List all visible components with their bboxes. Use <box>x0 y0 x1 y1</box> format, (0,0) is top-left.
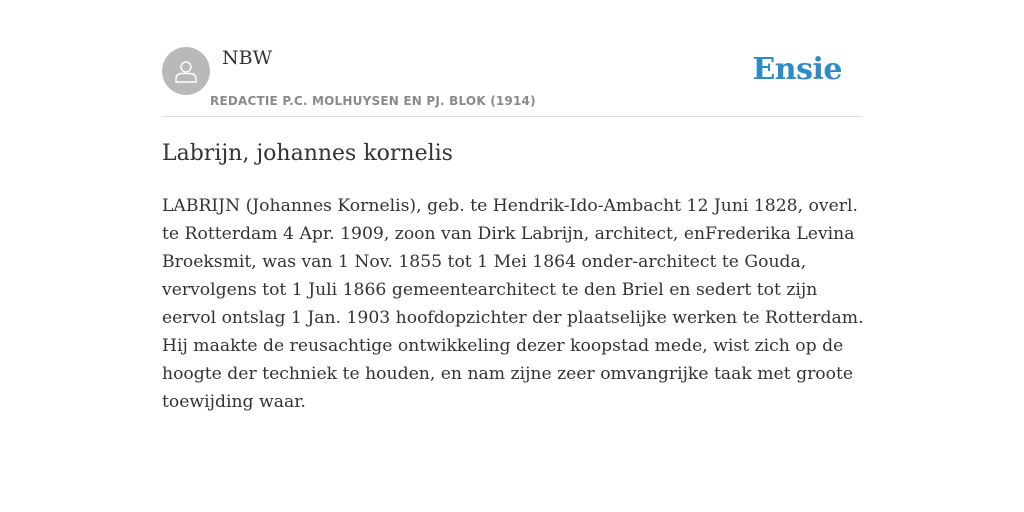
source-header <box>162 40 862 117</box>
person-icon <box>173 58 199 84</box>
brand-logo[interactable]: Ensie <box>752 52 842 87</box>
avatar[interactable] <box>162 47 210 95</box>
article-title: Labrijn, johannes kornelis <box>162 141 453 166</box>
source-editors: REDACTIE P.C. MOLHUYSEN EN PJ. BLOK (1914) <box>210 94 536 108</box>
article-body: LABRIJN (Johannes Kornelis), geb. te Hendrik-Ido-Ambacht 12 Juni 1828, overl. te Rotterdam 4 Apr. 1909, zoon van Dirk Labrijn, architect, enFrederika Levina Broeksmit, was van 1 Nov. 1855 tot 1 Mei 1864 onder-architect te Gouda, vervolgens tot 1 Juli 1866 gemeentearchitect te den Briel en sedert tot zijn eervol ontslag 1 Jan. 1903 hoofdopzichter der plaatselijke werken te Rotterdam. Hij maakte de reusachtige ontwikkeling dezer koopstad mede, wist zich op de hoogte der techniek te houden, en nam zijne zeer omvangrijke taak met groote toewijding waar. <box>162 196 864 412</box>
source-name[interactable]: NBW <box>222 47 273 69</box>
